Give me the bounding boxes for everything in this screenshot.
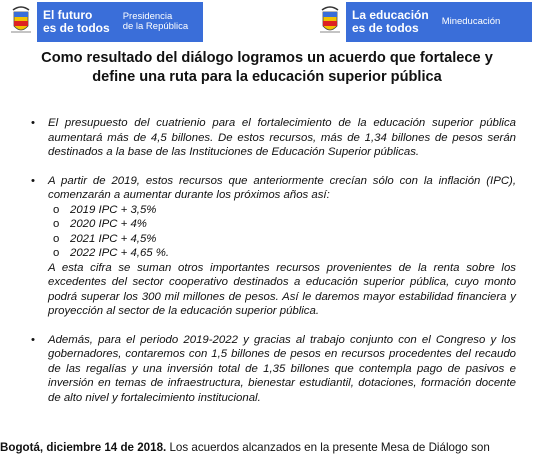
list-item-text: A partir de 2019, estos recursos que anteriormente crecían sólo con la inflación (IPC), comenzarán a aumentar durante los próximos años así:	[48, 174, 516, 201]
bullet-icon: •	[31, 333, 35, 346]
sub-list-item-text: 2021 IPC + 4,5%	[70, 232, 157, 245]
mineducacion-brand-bar	[346, 2, 532, 42]
circle-bullet-icon: o	[53, 218, 60, 230]
sub-list-item	[18, 246, 516, 261]
circle-bullet-icon: o	[53, 232, 60, 245]
presidency-logo	[8, 2, 203, 42]
sub-list-item-text: 2019 IPC + 3,5%	[70, 203, 157, 216]
page-title	[0, 49, 534, 87]
sub-list-item	[18, 232, 516, 247]
mineducacion-logo	[317, 2, 532, 42]
presidency-slogan: El futuro es de todos	[43, 8, 110, 35]
bullet-icon: •	[31, 117, 35, 129]
bullet-icon: •	[31, 174, 35, 187]
sub-list-item	[18, 203, 516, 218]
closing-paragraph	[0, 441, 534, 456]
closing-text: Los acuerdos alcanzados en la presente Mesa de Diálogo son	[166, 441, 490, 454]
circle-bullet-icon: o	[53, 203, 60, 216]
sub-list-item-text: 2020 IPC + 4%	[70, 218, 147, 230]
sub-list-item	[18, 217, 516, 232]
presidency-brand-bar	[37, 2, 203, 42]
closing-date: Bogotá, diciembre 14 de 2018.	[0, 441, 167, 454]
mineducacion-slogan: La educación es de todos	[352, 8, 429, 35]
list-item-text: El presupuesto del cuatrienio para el fortalecimiento de la educación superior pública aumentará más de 4,5 billones. De estos recursos, más de 1,34 billones de pesos serán destinados a la base de las Instituciones de Educación Superior públicas.	[48, 117, 516, 158]
page-title-line-2: define una ruta para la educación superior pública	[92, 69, 442, 85]
colombia-coat-of-arms-icon	[317, 2, 343, 42]
list-item	[18, 116, 516, 160]
list-item	[18, 174, 516, 203]
list-item-continuation	[18, 261, 516, 319]
sub-list-item-text: 2022 IPC + 4,65 %.	[70, 247, 170, 259]
list-item-text: Además, para el periodo 2019-2022 y gracias al trabajo conjunto con el Congreso y los gobernadores, contaremos con 1,5 billones de pesos en recursos procedentes del recaudo de las regalías y una inversión total de 1,35 billones que contempla pago de pasivos e inversión en temas de infraestructura, bienestar estudiantil, dotaciones, formación docente de alto nivel y fortalecimiento institucional.	[48, 333, 516, 404]
mineducacion-name: Mineducación	[441, 15, 501, 27]
document-body	[18, 116, 516, 405]
presidency-name: Presidencia de la República	[122, 10, 189, 32]
colombia-coat-of-arms-icon	[8, 2, 34, 42]
circle-bullet-icon: o	[53, 247, 60, 259]
list-item	[18, 333, 516, 406]
extra-paragraph: A esta cifra se suman otros importantes recursos provenientes de la renta sobre los excedentes del sector cooperativo destinados a educación superior pública, cuyo monto podrá superar los 300 mil millones de pesos. Así le daremos mayor estabilidad financiera y proyección al sector de la educación superior pública.	[48, 261, 516, 317]
page-title-line-1: Como resultado del diálogo logramos un acuerdo que fortalece y	[41, 50, 493, 66]
